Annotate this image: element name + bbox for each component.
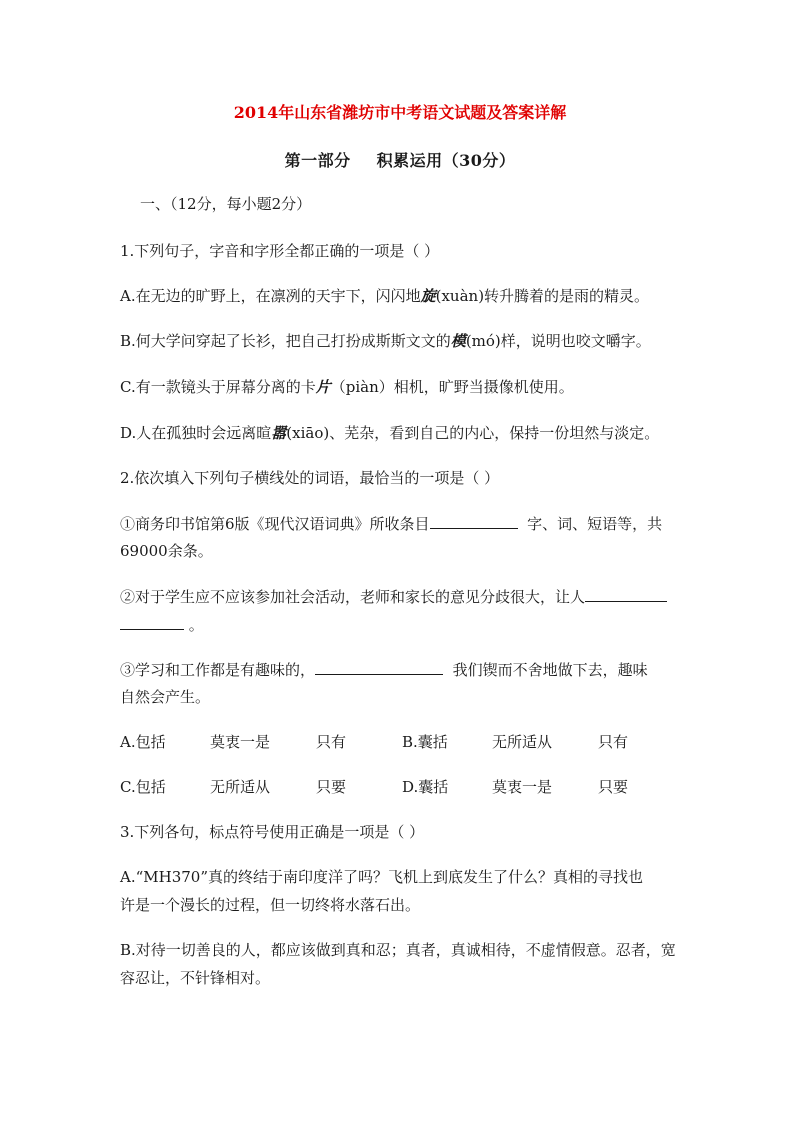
q2-s2-blank <box>585 585 667 602</box>
section-part: 第一部分 <box>284 151 351 170</box>
q2-option-a-word3: 只有 <box>316 733 347 751</box>
q2-option-d-word3: 只要 <box>598 778 629 796</box>
q2-s1-blank <box>430 512 518 529</box>
q1-d-word: 嚣 <box>271 424 287 442</box>
q3-option-b: B.对待一切善良的人，都应该做到真和忍；真者，真诚相待，不虚情假意。忍者，宽 <box>120 941 676 959</box>
q1-a-word: 旋 <box>420 287 436 305</box>
q1-c-word: 片 <box>315 378 331 396</box>
q3-option-a-continuation: 许是一个漫长的过程，但一切终将水落石出。 <box>120 896 421 914</box>
q1-option-d <box>120 422 659 444</box>
q1-option-c <box>120 376 574 398</box>
q2-sentence-2 <box>120 585 667 608</box>
q2-options-row-2 <box>0 776 800 798</box>
q3-option-a: A.“MH370”真的终结于南印度洋了吗？飞机上到底发生了什么？真相的寻找也 <box>120 868 644 886</box>
q2-s1-text: ①商务印书馆第6版《现代汉语词典》所收条目 <box>120 515 430 533</box>
q2-s3-text-end: 我们锲而不舍地做下去，趣味 <box>452 661 648 679</box>
q2-sentence-1 <box>120 512 662 535</box>
q1-b-text-end: (mó)样，说明也咬文嚼字。 <box>465 332 651 350</box>
q2-s3-continuation: 自然会产生。 <box>120 688 211 706</box>
q2-option-a: A.包括 <box>120 733 166 751</box>
section-heading <box>0 148 800 171</box>
q2-s1-text-end: 字、词、短语等，共 <box>527 515 663 533</box>
q1-b-text: B.何大学问穿起了长衫，把自己打扮成斯斯文文的 <box>120 332 451 350</box>
q1-a-text-end: (xuàn)转升腾着的是雨的精灵。 <box>435 287 650 305</box>
q2-option-d-word2: 莫衷一是 <box>492 778 553 796</box>
q2-s2-blank-cont <box>120 613 184 630</box>
q3-stem: 3.下列各句，标点符号使用正确是一项是（ ） <box>120 823 425 841</box>
q2-s3-text: ③学习和工作都是有趣味的， <box>120 661 316 679</box>
q2-sentence-3 <box>120 658 648 681</box>
q2-option-c-word3: 只要 <box>316 778 347 796</box>
section-name: 积累运用（30分） <box>376 151 516 170</box>
q1-d-text: D.人在孤独时会远离暄 <box>120 424 272 442</box>
q1-option-b <box>120 330 651 352</box>
q2-s2-text: ②对于学生应不应该参加社会活动，老师和家长的意见分歧很大，让人 <box>120 588 586 606</box>
q1-d-text-end: (xiāo)、芜杂，看到自己的内心，保持一份坦然与淡定。 <box>286 424 660 442</box>
q1-a-text: A.在无边的旷野上，在凛冽的天宇下，闪闪地 <box>120 287 421 305</box>
q3-option-b-continuation: 容忍让，不针锋相对。 <box>120 969 271 987</box>
q2-stem: 2.依次填入下列句子横线处的词语，最恰当的一项是（ ） <box>120 469 500 487</box>
q1-stem: 1.下列句子，字音和字形全都正确的一项是（ ） <box>120 242 440 260</box>
group-heading: 一、（12分，每小题2分） <box>140 195 312 213</box>
q2-s3-blank <box>315 658 443 675</box>
q2-option-b-word3: 只有 <box>598 733 629 751</box>
q1-c-text-end: （piàn）相机，旷野当摄像机使用。 <box>330 378 574 396</box>
q2-option-b-word2: 无所适从 <box>492 733 553 751</box>
q1-c-text: C.有一款镜头于屏幕分离的卡 <box>120 378 316 396</box>
q2-option-c-word2: 无所适从 <box>210 778 271 796</box>
q1-option-a <box>120 285 649 307</box>
q2-options-row-1 <box>0 731 800 753</box>
q1-b-word: 模 <box>450 332 466 350</box>
q2-option-c: C.包括 <box>120 778 166 796</box>
q2-option-b: B.囊括 <box>402 733 448 751</box>
q2-s2-end: 。 <box>188 616 204 634</box>
q2-s1-continuation: 69000余条。 <box>120 542 213 560</box>
q2-option-d: D.囊括 <box>402 778 449 796</box>
q2-option-a-word2: 莫衷一是 <box>210 733 271 751</box>
q2-s2-continuation <box>120 613 204 636</box>
document-title: 2014年山东省潍坊市中考语文试题及答案详解 <box>233 103 567 122</box>
